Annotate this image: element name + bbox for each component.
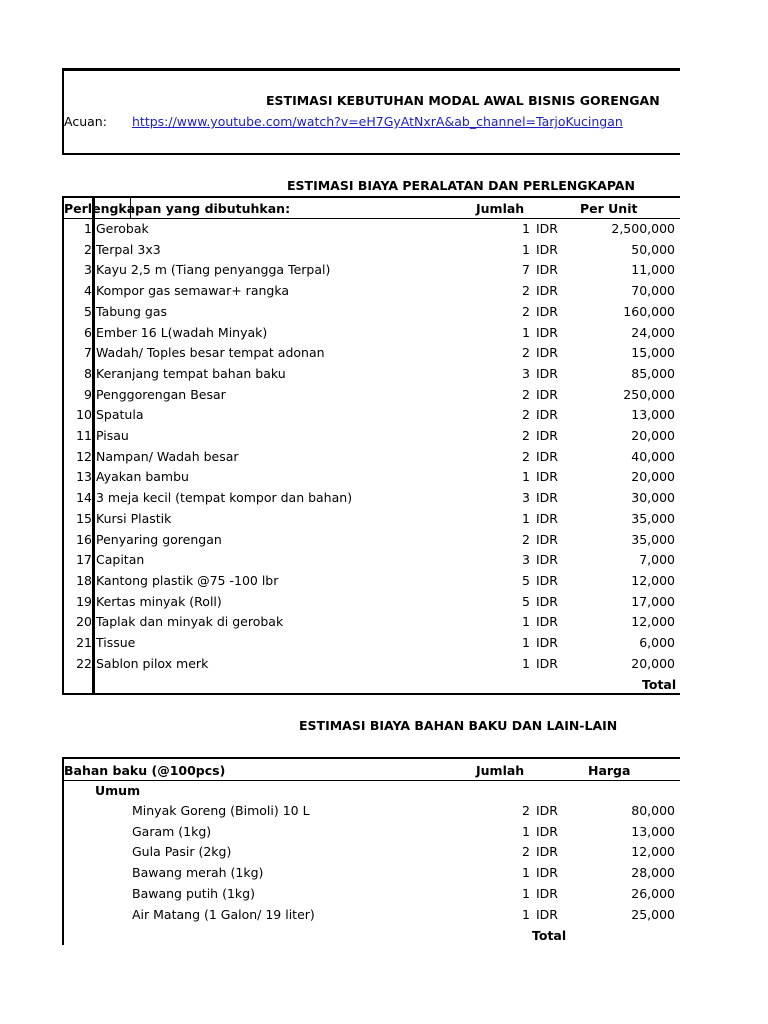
item-qty: 1: [522, 510, 530, 526]
row-number: 10: [76, 407, 92, 423]
item-name: Kertas minyak (Roll): [96, 593, 222, 609]
item-unit-price: 20,000: [631, 469, 675, 485]
equipment-row: [0, 281, 768, 301]
material-price: 12,000: [631, 844, 675, 860]
item-qty: 1: [522, 614, 530, 630]
item-name: Ember 16 L(wadah Minyak): [96, 324, 268, 340]
item-name: Kursi Plastik: [96, 510, 172, 526]
material-price: 25,000: [631, 906, 675, 922]
item-currency: IDR: [536, 428, 558, 443]
materials-row: [0, 905, 768, 925]
materials-top-border: [62, 757, 680, 759]
material-currency: IDR: [536, 906, 558, 922]
item-qty: 2: [522, 448, 530, 464]
item-qty: 3: [522, 365, 530, 381]
item-unit-price: 2,500,000: [611, 221, 675, 236]
equipment-row: [0, 571, 768, 591]
material-price: 13,000: [631, 823, 675, 839]
material-qty: 2: [522, 803, 530, 818]
item-qty: 1: [522, 635, 530, 650]
item-name: Kompor gas semawar+ rangka: [96, 283, 290, 299]
material-qty: 2: [522, 844, 530, 860]
item-unit-price: 50,000: [631, 241, 675, 257]
item-unit-price: 35,000: [631, 531, 675, 547]
item-currency: IDR: [536, 386, 558, 402]
material-currency: IDR: [536, 823, 558, 839]
row-number: 15: [76, 510, 92, 526]
reference-link[interactable]: https://www.youtube.com/watch?v=eH7GyAtNxrA&ab_channel=TarjoKucingan: [132, 114, 623, 129]
equipment-row: [0, 488, 768, 508]
item-name: Kantong plastik @75 -100 lbr: [96, 572, 279, 588]
item-name: Terpal 3x3: [96, 241, 161, 257]
material-qty: 1: [522, 885, 530, 901]
row-number: 1: [84, 221, 92, 236]
item-unit-price: 70,000: [631, 283, 675, 299]
row-number: 4: [84, 283, 92, 299]
equipment-top-border: [62, 196, 680, 198]
item-unit-price: 17,000: [631, 593, 675, 609]
equipment-row: [0, 405, 768, 425]
equipment-row: [0, 426, 768, 446]
material-currency: IDR: [536, 885, 558, 901]
item-unit-price: 30,000: [631, 490, 675, 506]
row-number: 22: [76, 655, 92, 671]
item-currency: IDR: [536, 324, 558, 340]
equipment-row: [0, 323, 768, 343]
row-number: 21: [76, 635, 92, 650]
item-name: Spatula: [96, 407, 144, 423]
material-name: Garam (1kg): [132, 823, 212, 839]
equipment-row: [0, 633, 768, 653]
item-unit-price: 35,000: [631, 510, 675, 526]
item-currency: IDR: [536, 365, 558, 381]
item-currency: IDR: [536, 572, 558, 588]
item-name: Capitan: [96, 552, 145, 568]
row-number: 13: [76, 469, 92, 485]
item-name: Taplak dan minyak di gerobak: [96, 614, 284, 630]
item-name: Penyaring gorengan: [96, 531, 222, 547]
item-qty: 5: [522, 593, 530, 609]
item-qty: 2: [522, 407, 530, 423]
equipment-col-unit: Per Unit: [580, 201, 638, 216]
item-currency: IDR: [536, 469, 558, 485]
row-number: 19: [76, 593, 92, 609]
item-qty: 1: [522, 469, 530, 485]
row-number: 16: [76, 531, 92, 547]
item-qty: 7: [522, 262, 530, 278]
item-name: Pisau: [96, 428, 129, 443]
item-name: Tabung gas: [96, 303, 168, 319]
materials-total-label: Total: [532, 928, 567, 943]
item-unit-price: 11,000: [631, 262, 675, 278]
equipment-row: [0, 612, 768, 632]
material-name: Air Matang (1 Galon/ 19 liter): [132, 906, 315, 922]
item-currency: IDR: [536, 635, 558, 650]
materials-row: [0, 842, 768, 862]
item-unit-price: 12,000: [631, 572, 675, 588]
item-qty: 2: [522, 303, 530, 319]
row-number: 11: [76, 428, 92, 443]
material-name: Minyak Goreng (Bimoli) 10 L: [132, 803, 310, 818]
item-currency: IDR: [536, 303, 558, 319]
materials-row: [0, 884, 768, 904]
item-unit-price: 12,000: [631, 614, 675, 630]
item-unit-price: 15,000: [631, 345, 675, 361]
materials-header-bottom-border: [62, 780, 680, 781]
equipment-row: [0, 550, 768, 570]
item-currency: IDR: [536, 655, 558, 671]
material-currency: IDR: [536, 844, 558, 860]
material-name: Bawang putih (1kg): [132, 885, 255, 901]
item-unit-price: 85,000: [631, 365, 675, 381]
item-currency: IDR: [536, 221, 558, 236]
materials-row: [0, 822, 768, 842]
material-price: 80,000: [631, 803, 675, 818]
item-unit-price: 24,000: [631, 324, 675, 340]
row-number: 9: [84, 386, 92, 402]
item-currency: IDR: [536, 448, 558, 464]
item-name: Gerobak: [96, 221, 149, 236]
item-name: Penggorengan Besar: [96, 386, 226, 402]
equipment-row: [0, 385, 768, 405]
item-unit-price: 40,000: [631, 448, 675, 464]
equipment-row: [0, 302, 768, 322]
row-number: 14: [76, 490, 92, 506]
item-qty: 3: [522, 490, 530, 506]
item-qty: 2: [522, 283, 530, 299]
equipment-total-label: Total: [642, 677, 677, 692]
item-currency: IDR: [536, 283, 558, 299]
item-qty: 2: [522, 531, 530, 547]
equipment-col-qty: Jumlah: [476, 201, 525, 216]
equipment-row: [0, 530, 768, 550]
row-number: 3: [84, 262, 92, 278]
material-price: 28,000: [631, 865, 675, 881]
material-name: Gula Pasir (2kg): [132, 844, 232, 860]
material-currency: IDR: [536, 803, 558, 818]
item-qty: 1: [522, 221, 530, 236]
header-bottom-border: [62, 153, 680, 155]
row-number: 7: [84, 345, 92, 361]
item-currency: IDR: [536, 241, 558, 257]
item-name: Keranjang tempat bahan baku: [96, 365, 286, 381]
material-qty: 1: [522, 823, 530, 839]
equipment-row: [0, 343, 768, 363]
item-unit-price: 20,000: [631, 655, 675, 671]
equipment-col-item: Perlengkapan yang dibutuhkan:: [64, 201, 291, 216]
item-qty: 1: [522, 655, 530, 671]
materials-row: [0, 863, 768, 883]
item-currency: IDR: [536, 614, 558, 630]
item-unit-price: 13,000: [631, 407, 675, 423]
item-name: Wadah/ Toples besar tempat adonan: [96, 345, 325, 361]
item-name: Kayu 2,5 m (Tiang penyangga Terpal): [96, 262, 331, 278]
item-name: Ayakan bambu: [96, 469, 189, 485]
item-currency: IDR: [536, 510, 558, 526]
item-unit-price: 250,000: [623, 386, 675, 402]
item-qty: 1: [522, 241, 530, 257]
header-left-border: [62, 68, 64, 155]
row-number: 6: [84, 324, 92, 340]
equipment-row: [0, 592, 768, 612]
materials-col-qty: Jumlah: [476, 763, 525, 778]
item-qty: 2: [522, 428, 530, 443]
materials-group-label: Umum: [95, 783, 141, 798]
equipment-row: [0, 467, 768, 487]
page-title: ESTIMASI KEBUTUHAN MODAL AWAL BISNIS GORENGAN: [266, 93, 660, 108]
item-unit-price: 7,000: [639, 552, 675, 568]
item-qty: 3: [522, 552, 530, 568]
materials-col-item: Bahan baku (@100pcs): [64, 763, 226, 778]
row-number: 18: [76, 572, 92, 588]
item-name: Tissue: [96, 635, 136, 650]
equipment-row: [0, 219, 768, 239]
item-qty: 2: [522, 386, 530, 402]
item-name: Nampan/ Wadah besar: [96, 448, 239, 464]
item-currency: IDR: [536, 552, 558, 568]
row-number: 12: [76, 448, 92, 464]
item-currency: IDR: [536, 345, 558, 361]
item-name: 3 meja kecil (tempat kompor dan bahan): [96, 490, 353, 506]
equipment-row: [0, 260, 768, 280]
equipment-row: [0, 509, 768, 529]
item-qty: 2: [522, 345, 530, 361]
materials-col-price: Harga: [588, 763, 631, 778]
row-number: 17: [76, 552, 92, 568]
item-unit-price: 6,000: [639, 635, 675, 650]
equipment-row: [0, 240, 768, 260]
equipment-row: [0, 447, 768, 467]
row-number: 2: [84, 241, 92, 257]
item-unit-price: 160,000: [623, 303, 675, 319]
reference-label: Acuan:: [64, 114, 107, 129]
item-unit-price: 20,000: [631, 428, 675, 443]
equipment-row: [0, 364, 768, 384]
item-name: Sablon pilox merk: [96, 655, 209, 671]
item-currency: IDR: [536, 531, 558, 547]
materials-row: [0, 801, 768, 821]
item-qty: 1: [522, 324, 530, 340]
material-name: Bawang merah (1kg): [132, 865, 264, 881]
row-number: 20: [76, 614, 92, 630]
material-price: 26,000: [631, 885, 675, 901]
material-qty: 1: [522, 865, 530, 881]
equipment-section-title: ESTIMASI BIAYA PERALATAN DAN PERLENGKAPAN: [287, 178, 636, 193]
row-number: 5: [84, 303, 92, 319]
item-currency: IDR: [536, 262, 558, 278]
item-currency: IDR: [536, 593, 558, 609]
row-number: 8: [84, 365, 92, 381]
material-qty: 1: [522, 906, 530, 922]
item-currency: IDR: [536, 490, 558, 506]
equipment-bottom-border: [62, 693, 680, 695]
header-top-border: [62, 68, 680, 71]
equipment-row: [0, 654, 768, 674]
materials-section-title: ESTIMASI BIAYA BAHAN BAKU DAN LAIN-LAIN: [299, 718, 618, 733]
item-qty: 5: [522, 572, 530, 588]
item-currency: IDR: [536, 407, 558, 423]
material-currency: IDR: [536, 865, 558, 881]
